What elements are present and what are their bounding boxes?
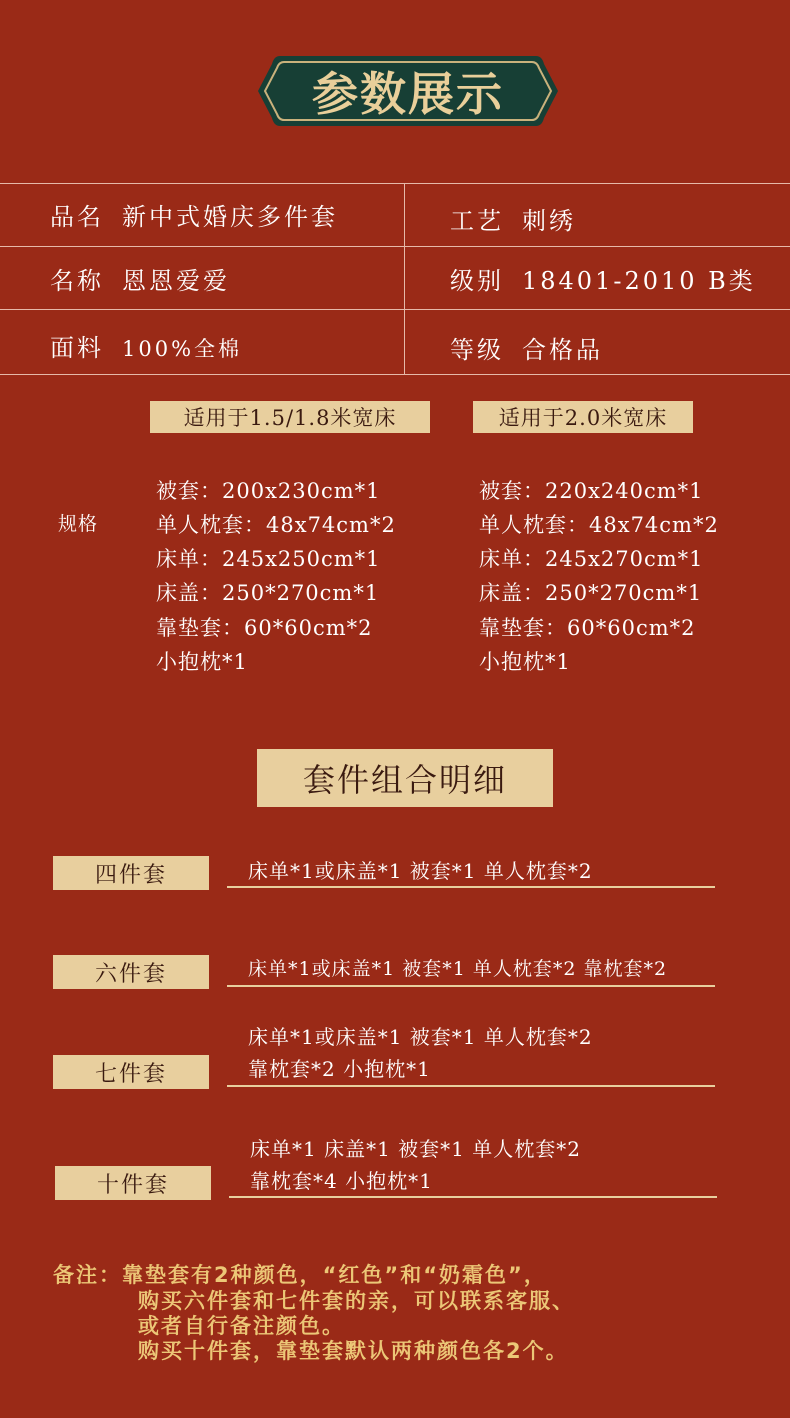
note-line: 备注：靠垫套有2种颜色，“红色”和“奶霜色”， — [53, 1263, 547, 1287]
param-name-value: 新中式婚庆多件套 — [122, 203, 338, 231]
set-label-four: 四件套 — [53, 856, 209, 890]
spec-col2-item: 单人枕套：48x74cm*2 — [479, 513, 719, 537]
combo-title: 套件组合明细 — [257, 749, 553, 807]
set-label-seven: 七件套 — [53, 1055, 209, 1089]
param-fabric-label: 面料 — [50, 334, 104, 362]
param-fabric — [50, 328, 242, 363]
param-craft — [450, 201, 576, 236]
param-grade-value: 18401-2010 B类 — [522, 267, 756, 295]
set-label-six: 六件套 — [53, 955, 209, 989]
param-grade-label: 级别 — [450, 267, 504, 295]
spec-col2-header: 适用于2.0米宽床 — [473, 401, 693, 433]
note-line: 购买六件套和七件套的亲，可以联系客服、 — [138, 1289, 575, 1313]
spec-col2-item: 小抱枕*1 — [479, 650, 571, 674]
param-level-value: 合格品 — [522, 336, 603, 364]
param-fabric-value: 100%全棉 — [122, 337, 243, 361]
page-title: 参数展示 — [312, 67, 504, 121]
param-level-label: 等级 — [450, 336, 504, 364]
set-label-ten: 十件套 — [55, 1166, 211, 1200]
spec-col2-item: 床单：245x270cm*1 — [479, 547, 704, 571]
spec-col1-item: 单人枕套：48x74cm*2 — [156, 513, 396, 537]
set-six-underline — [227, 985, 715, 987]
spec-col1-item: 床单：245x250cm*1 — [156, 547, 381, 571]
set-four-underline — [227, 886, 715, 888]
param-grade — [450, 261, 756, 296]
spec-col2-item: 被套：220x240cm*1 — [479, 479, 704, 503]
param-craft-value: 刺绣 — [522, 207, 576, 235]
param-name — [50, 197, 338, 232]
note-line: 购买十件套，靠垫套默认两种颜色各2个。 — [138, 1339, 569, 1363]
param-craft-label: 工艺 — [450, 207, 504, 235]
set-seven-underline — [227, 1085, 715, 1087]
set-seven-line1: 床单*1或床盖*1 被套*1 单人枕套*2 — [248, 1025, 593, 1049]
spec-col1-item: 床盖：250*270cm*1 — [156, 581, 380, 605]
set-ten-line2: 靠枕套*4 小抱枕*1 — [250, 1169, 433, 1193]
set-six-line1: 床单*1或床盖*1 被套*1 单人枕套*2 靠枕套*2 — [248, 958, 668, 980]
param-title-label: 名称 — [50, 267, 104, 295]
spec-col2-item: 靠垫套：60*60cm*2 — [479, 616, 696, 640]
spec-col1-item: 小抱枕*1 — [156, 650, 248, 674]
spec-col1-item: 被套：200x230cm*1 — [156, 479, 381, 503]
spec-col1-item: 靠垫套：60*60cm*2 — [156, 616, 373, 640]
note-line: 或者自行备注颜色。 — [138, 1314, 345, 1338]
set-seven-line2: 靠枕套*2 小抱枕*1 — [248, 1057, 431, 1081]
param-name-label: 品名 — [50, 203, 104, 231]
spec-col2-item: 床盖：250*270cm*1 — [479, 581, 703, 605]
param-level — [450, 330, 603, 365]
param-title — [50, 261, 230, 296]
set-ten-line1: 床单*1 床盖*1 被套*1 单人枕套*2 — [250, 1137, 581, 1161]
set-four-line1: 床单*1或床盖*1 被套*1 单人枕套*2 — [248, 859, 593, 883]
spec-label: 规格 — [58, 513, 99, 535]
spec-col1-header: 适用于1.5/1.8米宽床 — [150, 401, 430, 433]
set-ten-underline — [229, 1196, 717, 1198]
param-title-value: 恩恩爱爱 — [122, 267, 230, 295]
